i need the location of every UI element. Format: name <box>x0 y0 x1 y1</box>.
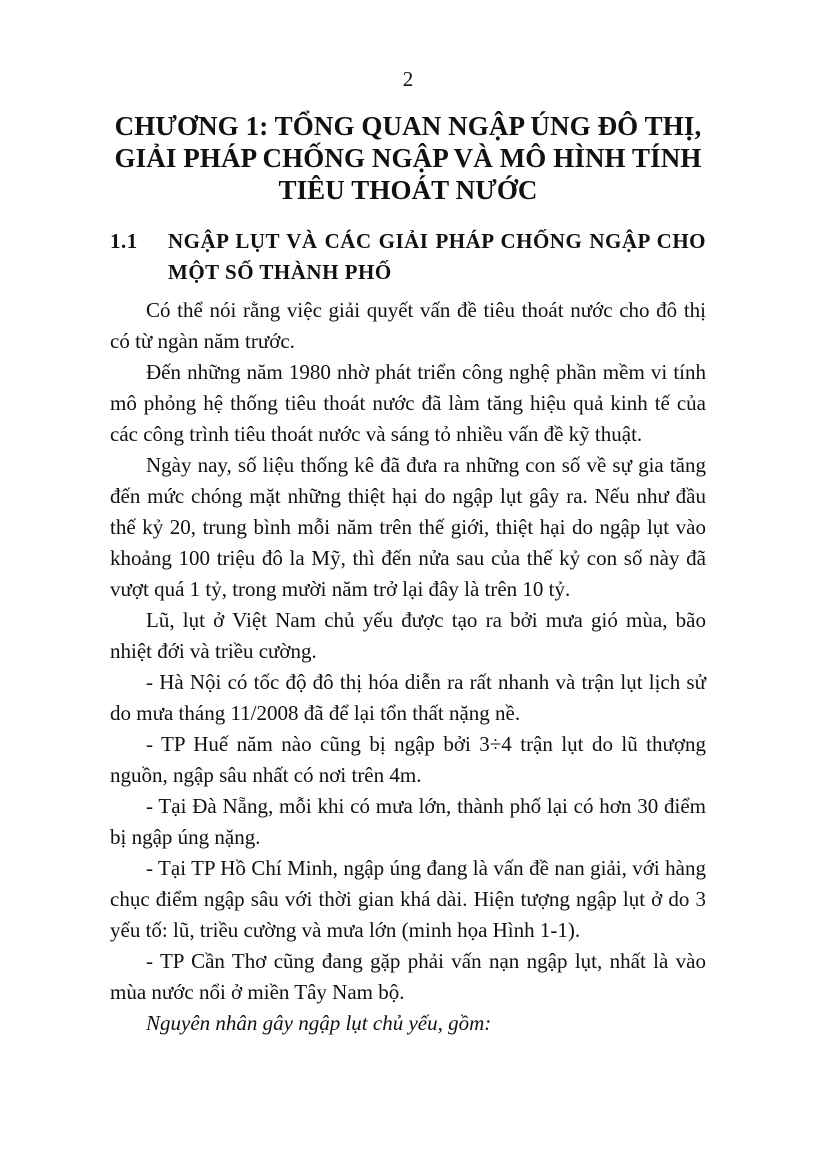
section-title-line: MỘT SỐ THÀNH PHỐ <box>168 260 392 284</box>
paragraph: Lũ, lụt ở Việt Nam chủ yếu được tạo ra bởi mưa gió mùa, bão nhiệt đới và triều cường. <box>110 608 706 663</box>
bullet-paragraph: - TP Huế năm nào cũng bị ngập bởi 3÷4 trận lụt do lũ thượng nguồn, ngập sâu nhất có nơi trên 4m. <box>110 732 706 787</box>
chapter-title-line: TIÊU THOÁT NƯỚC <box>278 175 538 205</box>
chapter-title-line: GIẢI PHÁP CHỐNG NGẬP VÀ MÔ HÌNH TÍNH <box>114 143 702 173</box>
section-title <box>168 226 706 288</box>
bullet-paragraph: - Hà Nội có tốc độ đô thị hóa diễn ra rất nhanh và trận lụt lịch sử do mưa tháng 11/2008 đã để lại tổn thất nặng nề. <box>110 670 706 725</box>
bullet-paragraph: - Tại TP Hồ Chí Minh, ngập úng đang là vấn đề nan giải, với hàng chục điểm ngập sâu với thời gian khá dài. Hiện tượng ngập lụt ở do 3 yếu tố: lũ, triều cường và mưa lớn (minh họa Hình 1-1). <box>110 856 706 942</box>
chapter-title <box>110 110 706 206</box>
paragraph: Ngày nay, số liệu thống kê đã đưa ra những con số về sự gia tăng đến mức chóng mặt những thiệt hại do ngập lụt gây ra. Nếu như đầu thế kỷ 20, trung bình mỗi năm trên thế giới, thiệt hại do ngập lụt vào khoảng 100 triệu đô la Mỹ, thì đến nửa sau của thế kỷ con số này đã vượt quá 1 tỷ, trong mười năm trở lại đây là trên 10 tỷ. <box>110 453 706 601</box>
section-title-line: NGẬP LỤT VÀ CÁC GIẢI PHÁP CHỐNG NGẬP CHO <box>168 229 706 253</box>
page-number: 2 <box>402 67 414 91</box>
paragraph: Đến những năm 1980 nhờ phát triển công nghệ phần mềm vi tính mô phỏng hệ thống tiêu thoát nước đã làm tăng hiệu quả kinh tế của các công trình tiêu thoát nước và sáng tỏ nhiều vấn đề kỹ thuật. <box>110 360 706 446</box>
bullet-paragraph: - TP Cần Thơ cũng đang gặp phải vấn nạn ngập lụt, nhất là vào mùa nước nổi ở miền Tây Nam bộ. <box>110 949 706 1004</box>
section-number: 1.1 <box>110 229 138 253</box>
italic-lead-in: Nguyên nhân gây ngập lụt chủ yếu, gồm: <box>146 1011 492 1035</box>
chapter-title-line: CHƯƠNG 1: TỔNG QUAN NGẬP ÚNG ĐÔ THỊ, <box>114 111 702 141</box>
body-text <box>110 295 706 1039</box>
bullet-paragraph: - Tại Đà Nẵng, mỗi khi có mưa lớn, thành phố lại có hơn 30 điểm bị ngập úng nặng. <box>110 794 706 849</box>
paragraph: Có thể nói rằng việc giải quyết vấn đề tiêu thoát nước cho đô thị có từ ngàn năm trước. <box>110 298 706 353</box>
